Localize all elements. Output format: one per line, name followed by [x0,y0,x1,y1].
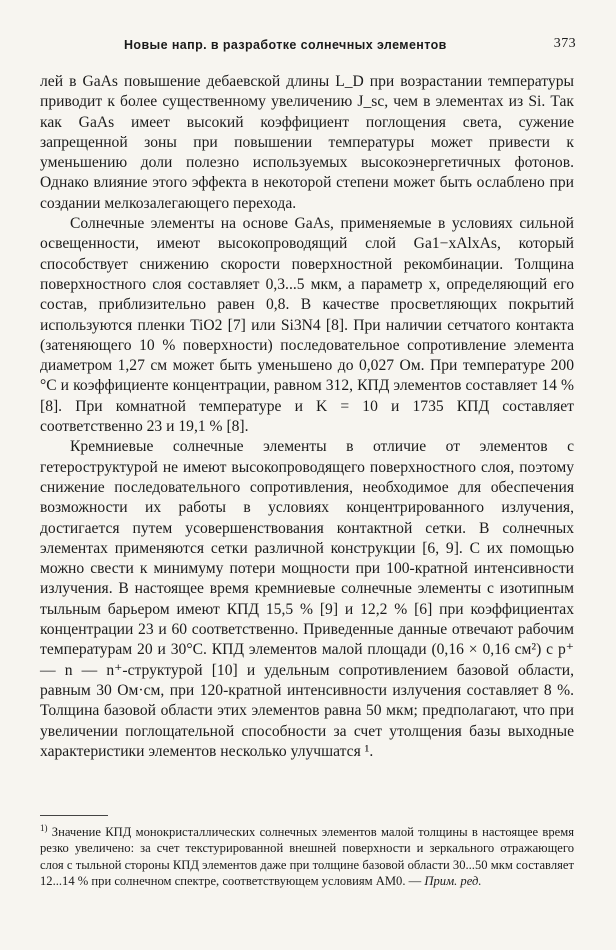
paragraph-3: Кремниевые солнечные элементы в отличие от элементов с гетероструктурой не имеют высокопроводящего поверхностного слоя, поэтому снижение последовательного сопротивления, необходимое для обеспечения возможности их работы в условиях концентрированного излучения, достигается путем усовершенствования контактной сетки. В солнечных элементах применяются сетки различной конструкции [6, 9]. С их помощью можно свести к минимуму потери мощности при 100-кратной интенсивности излучения. В настоящее время кремниевые солнечные элементы с изотипным тыльным барьером имеют КПД 15,5 % [9] и 12,2 % [6] при коэффициентах концентрации 23 и 60 соответственно. Приведенные данные отвечают рабочим температурам 20 и 30°C. КПД элементов малой площади (0,16 × 0,16 см²) с p⁺ — n — n⁺-структурой [10] и удельным сопротивлением базовой области, равным 30 Ом·см, при 120-кратной интенсивности излучения составляет 8 %. Толщина базовой области этих элементов равна 50 мкм; предполагают, что при увеличении поглощательной способности за счет утолщения базы выходные характеристики элементов несколько улучшатся ¹. [40,438,574,760]
footnote-marker: 1) [40,822,48,833]
footnote-text: Значение КПД монокристаллических солнечных элементов малой толщины в настоящее время резко увеличено: за счет текстурированной внешней поверхности и зеркального отражающего слоя с тыльной стороны КПД элементов даже при толщине базовой области 30...50 мкм составляет 12...14 % при солнечном спектре, соответствующем условиям AM0. — [40,825,574,888]
page-number: 373 [553,36,576,51]
editor-note: Прим. ред. [424,873,482,888]
footnote-rule [40,815,108,816]
running-title: Новые напр. в разработке солнечных элементов [124,38,447,52]
paragraph-1: лей в GaAs повышение дебаевской длины L_D при возрастании температуры приводит к более существенному увеличению J_sc, чем в элементах из Si. Так как GaAs имеет высокий коэффициент поглощения света, сужение запрещенной зоны при повышении температуры может привести к уменьшению доли полезно используемых высокоэнергетичных фотонов. Однако влияние этого эффекта в некоторой степени может быть ослаблено при создании мелкозалегающего перехода. [40,73,574,212]
body-text [40,72,574,762]
paragraph-2: Солнечные элементы на основе GaAs, применяемые в условиях сильной освещенности, имеют высокопроводящий слой Ga1−xAlxAs, который способствует снижению скорости поверхностной рекомбинации. Толщина поверхностного слоя составляет 0,3...5 мкм, а параметр x, определяющий его состав, приблизительно равен 0,8. В качестве просветляющих покрытий используются пленки TiO2 [7] или Si3N4 [8]. При наличии сетчатого контакта (затеняющего 10 % поверхности) последовательное сопротивление элемента диаметром 1,27 см может быть уменьшено до 0,027 Ом. При температуре 200 °C и коэффициенте концентрации, равном 312, КПД элементов составляет 14 % [8]. При комнатной температуре и K = 10 и 1735 КПД составляет соответственно 23 и 19,1 % [8]. [40,215,574,436]
running-header [48,36,576,56]
footnote [40,824,574,889]
